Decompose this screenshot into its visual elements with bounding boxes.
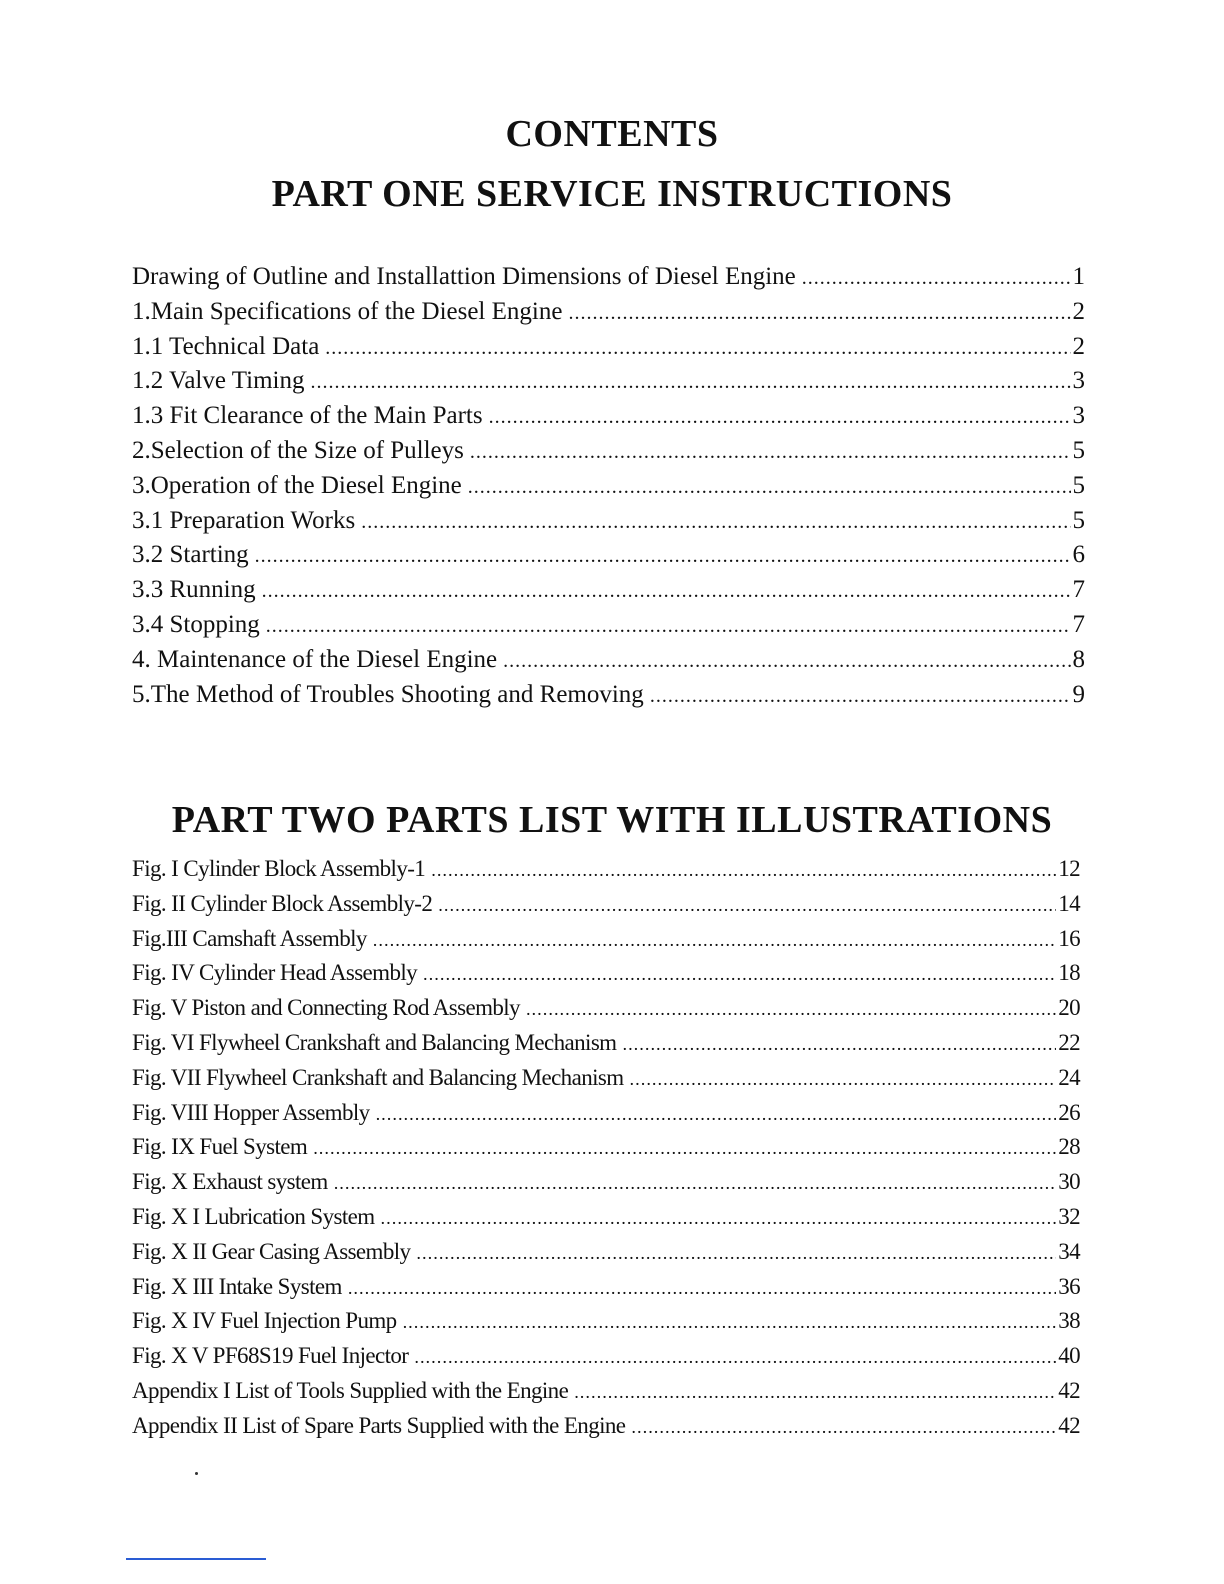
toc-entry-label: Appendix II List of Spare Parts Supplied with the Engine [132,1412,626,1438]
toc-entry-label: Fig. X IV Fuel Injection Pump [132,1308,397,1334]
toc-entry-label: Fig. VIII Hopper Assembly [132,1099,370,1125]
toc-entry-page-number: 38 [1058,1308,1080,1334]
toc-entry-label: 3.Operation of the Diesel Engine [132,471,462,499]
toc-entry[interactable] [132,1378,1080,1413]
toc-entry-page-number: 2 [1072,297,1085,325]
toc-entry[interactable] [132,856,1080,891]
dot-leader [262,580,1071,603]
toc-entry[interactable] [132,1343,1080,1378]
toc-entry-page-number: 32 [1058,1203,1080,1229]
dot-leader [381,1208,1057,1229]
toc-entry-label: Fig. IV Cylinder Head Assembly [132,960,418,986]
footer-rule [126,1558,266,1560]
toc-entry-page-number: 34 [1058,1238,1080,1264]
toc-entry-label: 1.3 Fit Clearance of the Main Parts [132,402,483,430]
dot-leader [334,1173,1057,1194]
dot-leader [802,267,1071,290]
toc-entry-label: 3.4 Stopping [132,610,260,638]
dot-leader [503,650,1070,673]
scan-speck [195,1472,198,1475]
toc-entry-page-number: 3 [1072,402,1085,430]
dot-leader [348,1278,1056,1299]
dot-leader [631,1417,1056,1438]
toc-entry-page-number: 30 [1058,1169,1080,1195]
dot-leader [438,895,1056,916]
toc-entry-page-number: 8 [1072,645,1085,673]
toc-entry-label: Fig. X Exhaust system [132,1169,328,1195]
toc-entry[interactable] [132,507,1085,542]
toc-entry[interactable] [132,472,1085,507]
toc-entry[interactable] [132,891,1080,926]
toc-entry-page-number: 5 [1072,506,1085,534]
toc-entry[interactable] [132,1030,1080,1065]
toc-entry-label: Fig. IX Fuel System [132,1134,308,1160]
dot-leader [650,685,1071,708]
part-one-toc [132,263,1085,715]
dot-leader [373,930,1056,951]
toc-entry-label: Fig. VI Flywheel Crankshaft and Balancing Mechanism [132,1029,617,1055]
toc-entry-page-number: 20 [1058,995,1080,1021]
toc-entry-label: Drawing of Outline and Installattion Dimensions of Diesel Engine [132,263,796,290]
toc-entry-page-number: 2 [1072,332,1085,360]
toc-entry-page-number: 3 [1072,367,1085,395]
toc-entry-label: Fig. X I Lubrication System [132,1203,375,1229]
part-one-heading: PART ONE SERVICE INSTRUCTIONS [271,173,953,215]
toc-entry-label: 3.1 Preparation Works [132,506,356,534]
dot-leader [376,1104,1057,1125]
toc-entry-label: 3.3 Running [132,576,256,604]
toc-entry-label: 1.Main Specifications of the Diesel Engine [132,297,563,325]
toc-entry-label: Fig. II Cylinder Block Assembly-2 [132,890,433,916]
toc-entry[interactable] [132,541,1085,576]
toc-entry-label: 3.2 Starting [132,541,249,569]
dot-leader [630,1069,1057,1090]
toc-entry-page-number: 9 [1072,680,1085,708]
toc-entry-page-number: 14 [1058,890,1080,916]
toc-entry-page-number: 5 [1072,471,1085,499]
toc-entry-page-number: 24 [1058,1064,1080,1090]
toc-entry-label: 1.2 Valve Timing [132,367,305,395]
toc-entry[interactable] [132,437,1085,472]
dot-leader [266,615,1071,638]
toc-entry-page-number: 18 [1058,960,1080,986]
toc-entry[interactable] [132,402,1085,437]
toc-entry[interactable] [132,1308,1080,1343]
dot-leader [311,371,1071,394]
toc-entry-label: 1.1 Technical Data [132,332,320,360]
dot-leader [526,999,1056,1020]
dot-leader [416,1243,1056,1264]
toc-entry-label: 2.Selection of the Size of Pulleys [132,436,464,464]
toc-entry-page-number: 40 [1058,1343,1080,1369]
toc-entry[interactable] [132,576,1085,611]
toc-entry-label: Fig. I Cylinder Block Assembly-1 [132,856,426,881]
part-two-heading: PART TWO PARTS LIST WITH ILLUSTRATIONS [171,799,1053,841]
toc-entry[interactable] [132,926,1080,961]
dot-leader [489,406,1071,429]
toc-entry[interactable] [132,333,1085,368]
part-two-toc [132,856,1080,1448]
dot-leader [255,545,1071,568]
dot-leader [431,860,1056,881]
toc-entry-label: Fig. X V PF68S19 Fuel Injector [132,1343,409,1369]
toc-entry[interactable] [132,298,1085,333]
toc-entry[interactable] [132,995,1080,1030]
toc-entry-page-number: 16 [1058,925,1080,951]
toc-entry[interactable] [132,1065,1080,1100]
toc-entry[interactable] [132,1134,1080,1169]
dot-leader [468,476,1071,499]
dot-leader [574,1382,1056,1403]
dot-leader [414,1347,1056,1368]
toc-entry[interactable] [132,1169,1080,1204]
contents-title: CONTENTS [505,113,719,155]
toc-entry-label: 4. Maintenance of the Diesel Engine [132,645,498,673]
toc-entry[interactable] [132,960,1080,995]
toc-entry-label: 5.The Method of Troubles Shooting and Removing [132,680,644,708]
toc-entry[interactable] [132,263,1085,298]
dot-leader [568,302,1070,325]
toc-entry-page-number: 36 [1058,1273,1080,1299]
toc-entry-label: Fig. X II Gear Casing Assembly [132,1238,411,1264]
toc-entry-label: Fig. V Piston and Connecting Rod Assembly [132,995,520,1021]
toc-entry-page-number: 42 [1058,1377,1080,1403]
toc-entry[interactable] [132,611,1085,646]
toc-entry-label: Fig. VII Flywheel Crankshaft and Balancing Mechanism [132,1064,624,1090]
toc-entry-page-number: 42 [1058,1412,1080,1438]
toc-entry-page-number: 5 [1072,436,1085,464]
toc-entry[interactable] [132,646,1085,681]
dot-leader [361,511,1070,534]
toc-entry-page-number: 22 [1058,1029,1080,1055]
toc-entry[interactable] [132,1100,1080,1135]
toc-entry[interactable] [132,367,1085,402]
toc-entry-label: Appendix I List of Tools Supplied with the Engine [132,1377,569,1403]
dot-leader [313,1138,1056,1159]
dot-leader [403,1312,1057,1333]
toc-entry-page-number: 6 [1072,541,1085,569]
toc-entry[interactable] [132,1239,1080,1274]
toc-entry-page-number: 12 [1058,856,1080,881]
toc-entry[interactable] [132,1204,1080,1239]
toc-entry-page-number: 28 [1058,1134,1080,1160]
toc-entry-page-number: 7 [1072,576,1085,604]
toc-entry[interactable] [132,1274,1080,1309]
dot-leader [622,1034,1056,1055]
toc-entry-page-number: 7 [1072,610,1085,638]
toc-entry-page-number: 1 [1072,263,1085,290]
dot-leader [423,964,1056,985]
toc-entry[interactable] [132,1413,1080,1448]
toc-entry-label: Fig.III Camshaft Assembly [132,925,367,951]
dot-leader [470,441,1071,464]
dot-leader [325,337,1070,360]
toc-entry-label: Fig. X III Intake System [132,1273,342,1299]
toc-entry[interactable] [132,681,1085,716]
toc-entry-page-number: 26 [1058,1099,1080,1125]
